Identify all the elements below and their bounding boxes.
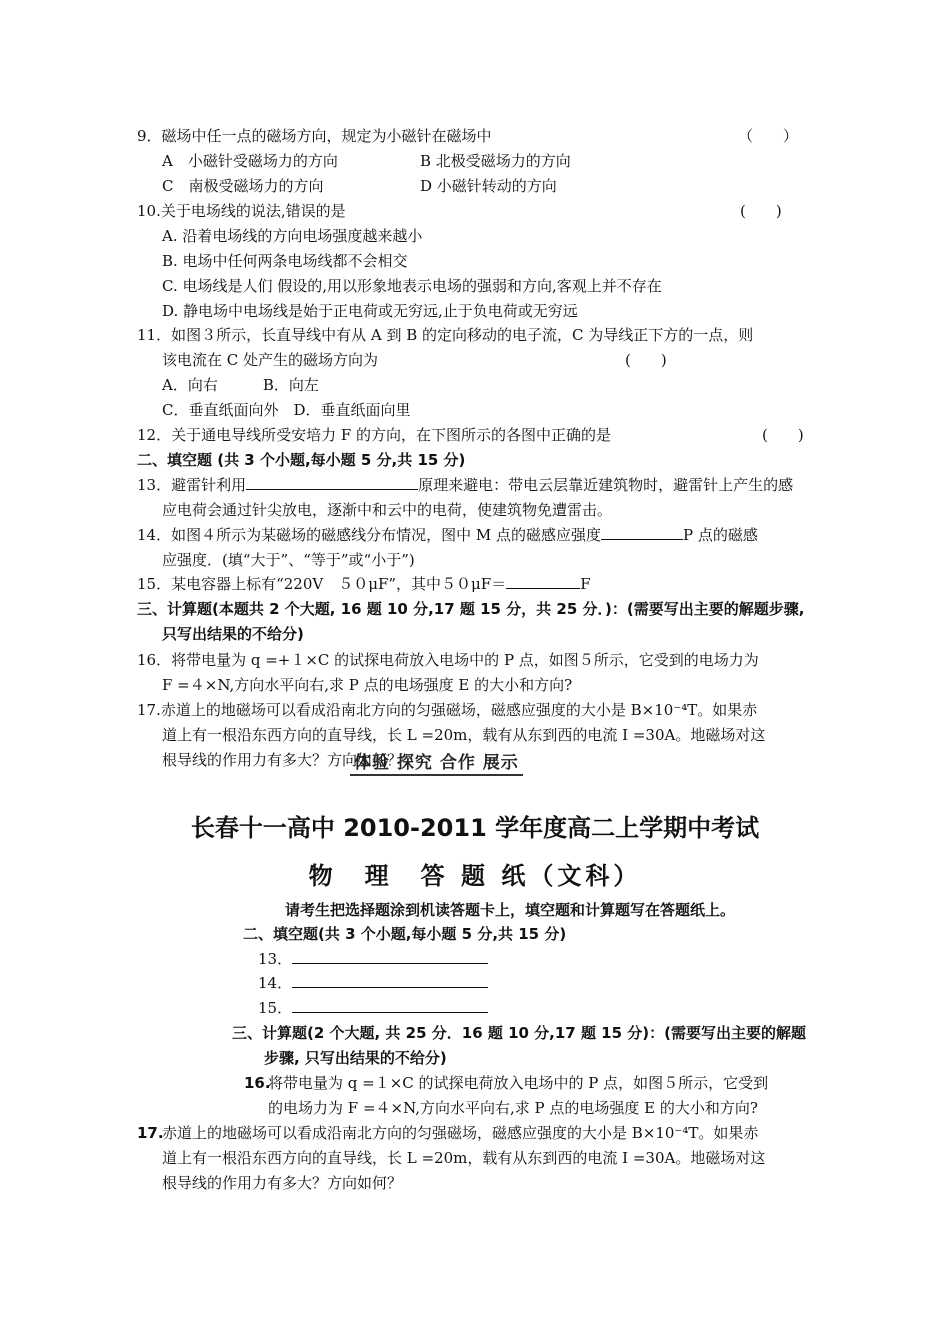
q17-line3: 根导线的作用力有多大？方向如何？ (162, 751, 403, 769)
q10-answer-paren: ( ) (740, 202, 782, 220)
section2-header: 二、填空题 (共 3 个小题,每小题 5 分,共 15 分) (137, 451, 466, 469)
q15-text-part2: F (580, 575, 591, 593)
answer-blank-13 (258, 948, 488, 970)
q10-option-d: D. 静电场中电场线是始于正电荷或无穷远,止于负电荷或无穷远 (162, 302, 578, 320)
q11-options-cd: C．垂直纸面向外 D．垂直纸面向里 (162, 401, 411, 419)
answer-q17-line3: 根导线的作用力有多大？方向如何？ (162, 1174, 403, 1192)
q13-blank (246, 475, 418, 490)
q12-answer-paren: ( ) (762, 426, 804, 444)
answer-q17-line1: 赤道上的地磁场可以看成沿南北方向的匀强磁场，磁感应强度的大小是 B×10⁻⁴T。如果赤 (162, 1124, 759, 1142)
banner-slogan: 体验 探究 合作 展示 (350, 748, 523, 776)
q9-option-d: D 小磁针转动的方向 (420, 177, 557, 195)
q17-line2: 道上有一根沿东西方向的直导线，长 L =20m，载有从东到西的电流 I =30A。地磁场对这 (162, 726, 766, 744)
q14-text-part1: 14．如图４所示为某磁场的磁感线分布情况，图中 M 点的磁感应强度 (137, 526, 601, 544)
q13-text-part2: 原理来避电：带电云层靠近建筑物时，避雷针上产生的感 (418, 476, 794, 494)
q9-option-b: B 北极受磁场力的方向 (420, 152, 571, 170)
q9-option-c: C 南极受磁场力的方向 (162, 177, 324, 195)
answer-sheet-section3-line1: 三、计算题(2 个大题, 共 25 分．16 题 10 分,17 题 15 分)：(需要写出主要的解题 (232, 1024, 806, 1042)
q10-option-b: B. 电场中任何两条电场线都不会相交 (162, 252, 408, 270)
answer-blank-15 (258, 997, 488, 1019)
answer-blank-14-line[interactable] (292, 973, 488, 988)
answer-blank-13-line[interactable] (292, 949, 488, 964)
q9-answer-paren: （ ） (738, 127, 799, 145)
q14-blank (601, 525, 683, 540)
answer-q16-line2: 的电场力为 F =４×N,方向水平向右,求 P 点的电场强度 E 的大小和方向? (268, 1099, 758, 1117)
section3-header-line1: 三、计算题(本题共 2 个大题, 16 题 10 分,17 题 15 分，共 25 分．)：(需要写出主要的解题步骤, (137, 600, 805, 618)
q11-answer-paren: ( ) (625, 351, 667, 369)
q14-line2: 应强度．(填“大于”、“等于”或“小于”) (162, 551, 415, 569)
q15-line (137, 573, 591, 595)
q15-text-part1: 15．某电容器上标有“220V ５０μF”，其中５０μF＝ (137, 575, 507, 593)
answer-blank-14-label: 14． (258, 974, 293, 992)
q16-line2: F =４×N,方向水平向右,求 P 点的电场强度 E 的大小和方向? (162, 676, 573, 694)
answer-q16-number: 16. (244, 1074, 271, 1092)
q17-line1: 17.赤道上的地磁场可以看成沿南北方向的匀强磁场，磁感应强度的大小是 B×10⁻⁴T。如果赤 (137, 701, 758, 719)
q11-options-ab: A．向右 B．向左 (162, 376, 319, 394)
answer-blank-14 (258, 972, 488, 994)
q13-line2: 应电荷会通过针尖放电，逐渐中和云中的电荷，使建筑物免遭雷击。 (162, 501, 613, 519)
answer-sheet-subtitle: 物 理 答 题 纸（文科） (308, 862, 642, 890)
q15-blank (506, 574, 580, 589)
answer-q17-line2: 道上有一根沿东西方向的直导线，长 L =20m，载有从东到西的电流 I =30A。地磁场对这 (162, 1149, 766, 1167)
answer-sheet-instruction: 请考生把选择题涂到机读答题卡上，填空题和计算题写在答题纸上。 (285, 901, 736, 919)
q10-stem: 10.关于电场线的说法,错误的是 (137, 202, 346, 220)
answer-q16-line1: 将带电量为 q =１×C 的试探电荷放入电场中的 P 点，如图５所示，它受到 (268, 1074, 769, 1092)
answer-q17-number: 17. (137, 1124, 164, 1142)
q10-option-a: A. 沿着电场线的方向电场强度越来越小 (162, 227, 423, 245)
q13-text-part1: 13．避雷针利用 (137, 476, 247, 494)
answer-sheet-section2-header: 二、填空题(共 3 个小题,每小题 5 分,共 15 分) (243, 925, 567, 943)
q9-stem: 9．磁场中任一点的磁场方向，规定为小磁针在磁场中 (137, 127, 492, 145)
section3-header-line2: 只写出结果的不给分) (162, 625, 304, 643)
q9-option-a: A 小磁针受磁场力的方向 (162, 152, 338, 170)
answer-sheet-section3-line2: 步骤, 只写出结果的不给分) (264, 1049, 447, 1067)
answer-blank-15-label: 15． (258, 999, 293, 1017)
answer-sheet-title: 长春十一高中 2010-2011 学年度高二上学期中考试 (190, 814, 760, 842)
answer-blank-13-label: 13． (258, 950, 293, 968)
q12-stem: 12．关于通电导线所受安培力 F 的方向，在下图所示的各图中正确的是 (137, 426, 612, 444)
q14-text-part2: P 点的磁感 (683, 526, 758, 544)
q11-line1: 11．如图３所示，长直导线中有从 A 到 B 的定向移动的电子流，C 为导线正下方的一点，则 (137, 326, 754, 344)
q13-line1 (137, 474, 793, 496)
q10-option-c: C. 电场线是人们 假设的,用以形象地表示电场的强弱和方向,客观上并不存在 (162, 277, 662, 295)
q14-line1 (137, 524, 758, 546)
q11-line2: 该电流在 C 处产生的磁场方向为 (162, 351, 379, 369)
answer-blank-15-line[interactable] (292, 998, 488, 1013)
q16-line1: 16．将带电量为 q =+１×C 的试探电荷放入电场中的 P 点，如图５所示，它受到的电场力为 (137, 651, 759, 669)
